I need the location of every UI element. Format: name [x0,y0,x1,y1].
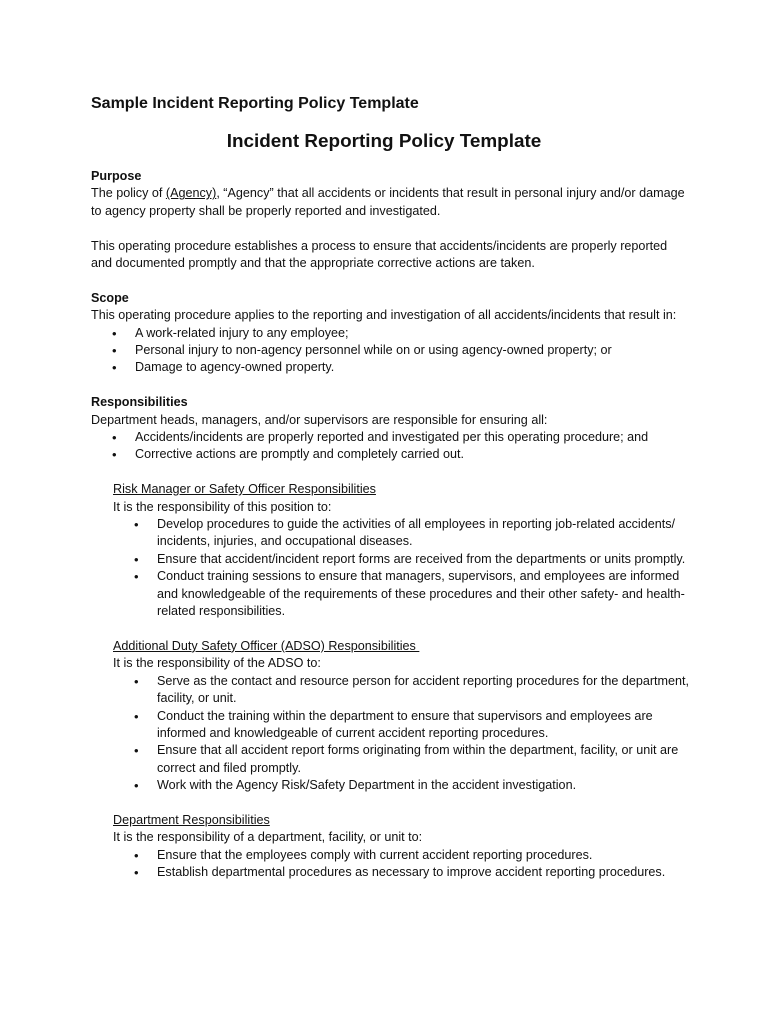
agency-placeholder: (Agency) [165,186,217,201]
purpose-paragraph-1 [91,185,691,220]
list-item: • Damage to agency-owned property. [91,359,691,376]
list-item: • Ensure that the employees comply with current accident reporting procedures. [113,847,691,864]
scope-list [91,325,691,377]
list-item: • Conduct training sessions to ensure that managers, supervisors, and employees are informed and knowledgeable of the requirements of these procedures and their other safety- and health-related responsibilities. [113,568,691,620]
list-item: • Personal injury to non-agency personnel while on or using agency-owned property; or [91,342,691,359]
department-list [113,847,691,882]
list-item: • A work-related injury to any employee; [91,325,691,342]
responsibilities-heading: Responsibilities [91,395,188,410]
risk-manager-section [91,481,691,620]
list-item: • Ensure that all accident report forms originating from within the department, facility, or unit are correct and filed promptly. [113,742,691,777]
risk-manager-heading: Risk Manager or Safety Officer Responsibilities [113,482,376,497]
list-item: • Establish departmental procedures as necessary to improve accident reporting procedures. [113,864,691,881]
list-item: • Accidents/incidents are properly reported and investigated per this operating procedure; and [91,429,691,446]
responsibilities-list [91,429,691,464]
scope-intro: This operating procedure applies to the reporting and investigation of all accidents/incidents that result in: [91,308,677,323]
list-item: • Ensure that accident/incident report forms are received from the departments or units promptly. [113,551,691,568]
page-title: Sample Incident Reporting Policy Template [91,95,419,112]
adso-section [91,638,691,795]
adso-heading: Additional Duty Safety Officer (ADSO) Responsibilities [113,638,420,653]
policy-subtitle: Incident Reporting Policy Template [226,131,542,152]
department-section [91,812,691,882]
list-item: • Develop procedures to guide the activities of all employees in reporting job-related accidents/ incidents, injuries, and occupational diseases. [113,516,691,551]
purpose-heading: Purpose [91,169,142,183]
risk-manager-list [113,516,691,620]
adso-intro: It is the responsibility of the ADSO to: [113,656,321,671]
purpose-paragraph-2: This operating procedure establishes a process to ensure that accidents/incidents are properly reported and documented promptly and that the appropriate corrective actions are taken. [91,238,668,271]
scope-heading: Scope [91,290,129,305]
adso-list [113,673,691,795]
list-item: • Conduct the training within the department to ensure that supervisors and employees are informed and knowledgeable of current accident reporting procedures. [113,708,691,743]
purpose-p1-prefix: The policy of [91,186,166,201]
risk-manager-intro: It is the responsibility of this position to: [113,499,332,514]
purpose-p1-suffix: , “Agency” that all accidents or incidents that result in personal injury and/or damage to agency property shall be properly reported and investigated. [91,186,685,218]
document-body [91,168,691,882]
list-item: • Corrective actions are promptly and completely carried out. [91,446,691,463]
list-item: • Work with the Agency Risk/Safety Department in the accident investigation. [113,777,691,794]
department-intro: It is the responsibility of a department, facility, or unit to: [113,830,423,845]
department-heading: Department Responsibilities [113,812,270,827]
responsibilities-intro: Department heads, managers, and/or supervisors are responsible for ensuring all: [91,412,548,427]
list-item: • Serve as the contact and resource person for accident reporting procedures for the department, facility, or unit. [113,673,691,708]
